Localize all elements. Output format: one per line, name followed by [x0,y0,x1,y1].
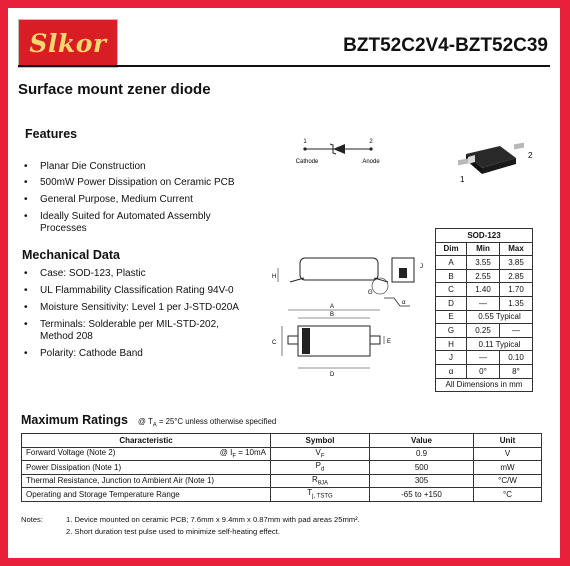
dim-cell: E [436,310,467,324]
feature-item: • General Purpose, Medium Current [40,193,193,206]
label-g: G [368,290,373,296]
notes [21,514,360,536]
dimension-header: Dim [436,242,467,256]
mechanical-item: • Terminals: Solderable per MIL-STD-202, [40,318,219,331]
label-h: H [272,274,277,280]
condition-text: @ T [138,417,153,426]
page-subtitle: Surface mount zener diode [18,81,211,98]
ratings-header: Characteristic [22,434,271,448]
condition-text-rest: = 25°C unless otherwise specified [156,417,277,426]
dim-cell: 0.10 [500,351,533,365]
note-item: 1. Device mounted on ceramic PCB; 7.6mm x 9.4mm x 0.87mm with pad areas 25mm². [66,515,360,524]
mechanical-item-continued: Method 208 [40,331,93,342]
ratings-symbol [271,461,370,475]
table-row [436,296,533,310]
table-row [436,256,533,270]
feature-item: • 500mW Power Dissipation on Ceramic PCB [40,176,235,189]
mechanical-heading: Mechanical Data [22,248,120,262]
dim-cell: — [500,324,533,338]
table-row [436,364,533,378]
dim-cell: 2.55 [467,269,500,283]
feature-item-continued: Processes [40,223,87,234]
dim-cell: 3.55 [467,256,500,270]
label-b: B [330,312,335,318]
symbol-sub: d [321,467,325,474]
symbol-text: P [315,461,321,471]
mechanical-item: • Moisture Sensitivity: Level 1 per J-STD-020A [40,301,239,314]
ratings-unit: °C [474,488,542,502]
dim-cell: 2.85 [500,269,533,283]
table-row [22,488,542,502]
dimension-header: Min [467,242,500,256]
symbol-text: R [311,474,318,484]
table-row [436,283,533,297]
table-row [436,310,533,324]
dim-cell: 0.25 [467,324,500,338]
dim-cell: — [467,296,500,310]
table-row [22,461,542,475]
dim-cell: 1.70 [500,283,533,297]
features-heading: Features [25,127,78,141]
symbol-sub: θJA [317,480,329,487]
datasheet-page [8,8,560,558]
dim-cell: — [467,351,500,365]
dim-cell: C [436,283,467,297]
label-a: A [330,304,335,310]
dim-cell: A [436,256,467,270]
dimension-table [435,228,533,392]
dim-cell: 3.85 [500,256,533,270]
ratings-value: 500 [370,461,474,475]
ratings-characteristic: Power Dissipation (Note 1) [22,461,271,475]
dim-cell: 8° [500,364,533,378]
header-divider [18,65,550,67]
ratings-header: Unit [474,434,542,448]
cathode-label: Cathode [295,159,319,165]
dim-cell: 0.55 Typical [467,310,533,324]
dim-cell: 0.11 Typical [467,337,533,351]
ratings-heading: Maximum Ratings [21,413,128,427]
ratings-value: 0.9 [370,447,474,461]
dimension-table-title: SOD-123 [436,229,533,243]
ratings-symbol [271,488,370,502]
ratings-condition [138,417,276,429]
characteristic-condition [220,448,266,460]
pin-1-label: 1 [303,139,307,145]
symbol-text: T [307,488,313,498]
sod123-package-image [448,136,538,184]
dim-cell: 1.40 [467,283,500,297]
symbol-sub: j, TSTG [312,494,333,501]
package-outline-drawing [270,248,430,383]
table-row [22,474,542,488]
cond-text: @ I [219,447,233,457]
ratings-unit: °C/W [474,474,542,488]
label-j: J [420,264,423,270]
label-alpha: α [402,300,406,306]
pin-2-label: 2 [369,139,373,145]
anode-label: Anode [362,159,380,165]
package-pin-1-label: 1 [460,175,465,184]
dim-cell: 0° [467,364,500,378]
dim-cell: H [436,337,467,351]
mechanical-item: • Case: SOD-123, Plastic [40,267,146,280]
table-row [436,269,533,283]
dimension-header: Max [500,242,533,256]
note-item: 2. Short duration test pulse used to minimize self-heating effect. [66,527,280,536]
ratings-table [21,433,542,502]
ratings-characteristic [22,447,271,461]
label-c: C [272,340,277,346]
condition-sub: A [152,422,157,429]
label-e: E [387,339,392,345]
symbol-sub: F [320,453,325,460]
ratings-unit: mW [474,461,542,475]
symbol-text: V [315,447,321,457]
dimension-table-footer: All Dimensions in mm [436,378,533,392]
dim-cell: D [436,296,467,310]
cond-sub: F [232,453,236,460]
ratings-symbol [271,447,370,461]
ratings-characteristic: Thermal Resistance, Junction to Ambient Air (Note 1) [22,474,271,488]
table-row [436,324,533,338]
mechanical-item: • UL Flammability Classification Rating 94V-0 [40,284,234,297]
dim-cell: 1.35 [500,296,533,310]
ratings-header: Symbol [271,434,370,448]
dim-cell: J [436,351,467,365]
feature-item: • Ideally Suited for Automated Assembly [40,210,211,223]
table-row [22,447,542,461]
label-d: D [330,372,335,378]
characteristic-text: Forward Voltage (Note 2) [26,447,116,457]
brand-logo: Slkor [18,19,118,68]
table-row [436,337,533,351]
ratings-header: Value [370,434,474,448]
ratings-characteristic: Operating and Storage Temperature Range [22,488,271,502]
ratings-unit: V [474,447,542,461]
table-row [436,351,533,365]
notes-label: Notes: [21,515,43,524]
cond-rest: = 10mA [235,447,266,457]
part-number: BZT52C2V4-BZT52C39 [343,35,548,56]
mechanical-item: • Polarity: Cathode Band [40,347,143,360]
dim-cell: α [436,364,467,378]
ratings-symbol [271,474,370,488]
dim-cell: B [436,269,467,283]
ratings-value: 305 [370,474,474,488]
zener-diode-symbol [293,137,383,173]
dim-cell: G [436,324,467,338]
package-pin-2-label: 2 [528,151,533,160]
ratings-value: -65 to +150 [370,488,474,502]
feature-item: • Planar Die Construction [40,160,146,173]
